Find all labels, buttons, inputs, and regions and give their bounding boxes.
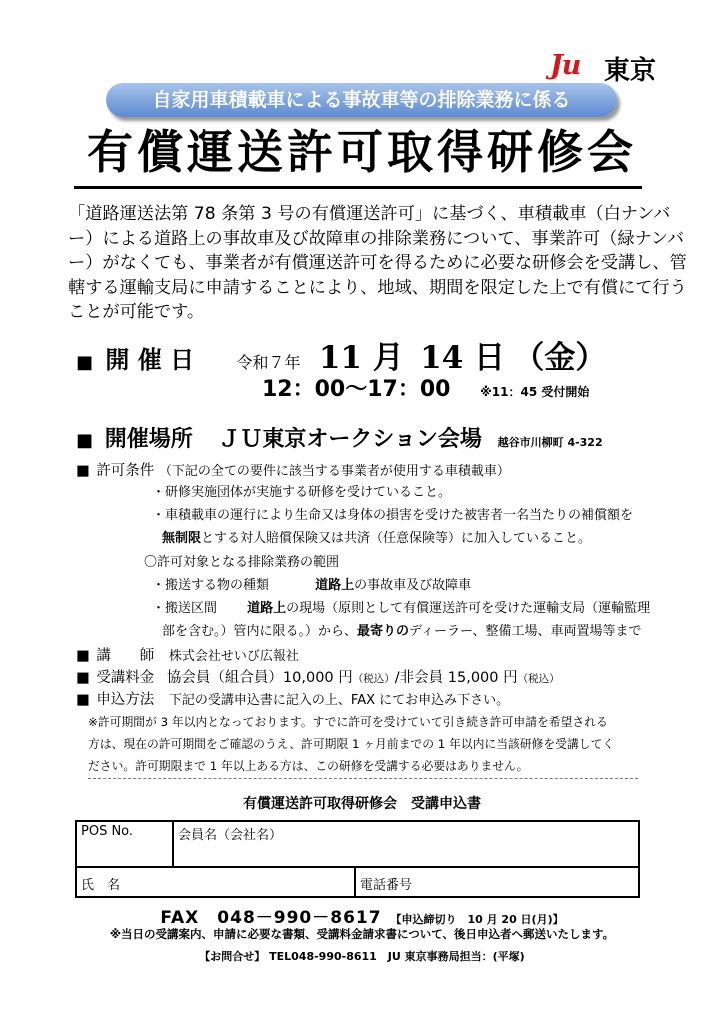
section2-b: ディーラー、整備工場、車両置場等まで bbox=[409, 624, 642, 639]
fax-deadline: 【申込締切り 10 月 20 日(月)】 bbox=[390, 913, 564, 926]
apply-notes bbox=[88, 711, 614, 777]
conditions-label: 許可条件 bbox=[96, 463, 155, 479]
event-time: 12：00～17：00 bbox=[262, 377, 451, 402]
logo-tokyo-text: 東京 bbox=[604, 56, 657, 86]
apply-note-2: 方は、現在の許可期間をご確認のうえ、許可期限 1 ヶ月前までの 1 年以内に当該研修を受講してく bbox=[88, 737, 615, 751]
section-rest: の現場（原則として有償運送許可を受けた運輸支局（運輸監理 bbox=[286, 601, 651, 616]
fee-nonmember: /非会員 15,000 円 bbox=[394, 670, 518, 686]
cut-line bbox=[88, 778, 638, 779]
lecturer-value: 株式会社せいび広報社 bbox=[168, 649, 299, 664]
venue-label: 開催場所 bbox=[104, 427, 193, 452]
condition-item-2: ・車積載車の運行により生命又は身体の損害を受けた被害者一名当たりの補償額を bbox=[152, 508, 634, 523]
bullet-square: ■ bbox=[76, 352, 94, 373]
fee-row bbox=[76, 666, 560, 687]
conditions-heading bbox=[76, 459, 510, 483]
bullet-square: ■ bbox=[76, 430, 94, 451]
condition-item-1: ・研修実施団体が実施する研修を受けていること。 bbox=[152, 485, 452, 500]
scope-section bbox=[152, 598, 650, 620]
apply-value: 下記の受講申込書に記入の上、FAX にてお申込み下さい。 bbox=[168, 693, 510, 708]
application-form bbox=[75, 820, 640, 898]
name-cell[interactable] bbox=[77, 868, 356, 896]
mail-notice: ※当日の受講案内、申請に必要な書類、受講料金請求書について、後日申込者へ郵送いたします。 bbox=[109, 927, 615, 941]
fax-number: FAX 048－990－8617 bbox=[160, 908, 382, 928]
fax-row bbox=[0, 903, 724, 928]
insurance-text: とする対人賠償保険又は共済（任意保険等）に加入していること。 bbox=[201, 531, 592, 546]
subtitle-text: 自家用車積載車による事故車等の排除業務に係る bbox=[152, 89, 571, 111]
venue-row bbox=[76, 422, 603, 453]
title-underline bbox=[74, 186, 642, 189]
nearest-bold: 最寄りの bbox=[357, 624, 410, 639]
name-label: 氏 名 bbox=[81, 878, 121, 893]
member-name-cell[interactable] bbox=[174, 822, 638, 868]
date-era: 令和７年 bbox=[236, 353, 301, 372]
date-row bbox=[76, 332, 606, 377]
section-label: ・搬送区間 bbox=[152, 601, 218, 616]
member-name-label: 会員名（会社名） bbox=[178, 828, 283, 843]
venue-address: 越谷市川柳町 4-322 bbox=[497, 436, 603, 449]
section-road-bold: 道路上 bbox=[247, 601, 287, 616]
contact-info: 【お問合せ】 TEL048-990-8611 JU 東京事務局担当：(平塚) bbox=[199, 950, 525, 963]
time-row bbox=[262, 372, 589, 403]
goods-label: ・搬送する物の種類 bbox=[152, 578, 270, 593]
conditions-note: （下記の全ての要件に該当する事業者が使用する車積載車） bbox=[158, 464, 510, 479]
date-label: 開 催 日 bbox=[105, 346, 195, 374]
apply-label: 申込方法 bbox=[96, 692, 155, 708]
bullet-square: ■ bbox=[76, 692, 90, 708]
goods-road-bold: 道路上 bbox=[315, 578, 355, 593]
apply-note-1: ※許可期間が 3 年以内となっております。すでに許可を受けていて引き続き許可申請を希望される bbox=[88, 715, 608, 729]
fee-member: 協会員（組合員）10,000 円 bbox=[166, 670, 353, 686]
venue-name: ＪＵ東京オークション会場 bbox=[218, 427, 482, 452]
logo-ju-mark: Ju bbox=[550, 50, 581, 81]
lecturer-label: 講 師 bbox=[96, 648, 155, 664]
phone-cell[interactable] bbox=[356, 868, 638, 896]
date-month: 11 月 bbox=[318, 340, 404, 376]
phone-label: 電話番号 bbox=[360, 878, 413, 893]
scope-title: 〇許可対象となる排除業務の範囲 bbox=[144, 555, 340, 570]
lecturer-row bbox=[76, 644, 299, 668]
bullet-square: ■ bbox=[76, 670, 90, 686]
pos-cell[interactable] bbox=[77, 822, 174, 868]
scope-section-cont bbox=[162, 621, 641, 643]
apply-row bbox=[76, 688, 509, 712]
intro-paragraph: 「道路運送法第 78 条第 3 号の有償運送許可」に基づく、車積載車（白ナンバー）による道路上の事故車及び故障車の排除業務について、事業許可（緑ナンバー）がなくても、事業者が有償運送許可を得るために必要な研修会を受講し、管轄する運輸支局に申請することにより、地域、期間を限定した上で有償にて行うことが可能です。 bbox=[68, 204, 687, 322]
condition-item-2-cont bbox=[162, 528, 591, 550]
section2-a: 部を含む。）管内に限る。）から、 bbox=[162, 624, 358, 639]
fee-tax-2: （税込） bbox=[517, 673, 560, 685]
scope-goods bbox=[152, 575, 471, 597]
fee-tax-1: （税込） bbox=[352, 673, 395, 685]
page-title: 有償運送許可取得研修会 bbox=[87, 125, 637, 179]
fee-label: 受講料金 bbox=[96, 670, 155, 686]
bullet-square: ■ bbox=[76, 648, 90, 664]
reception-note: ※11：45 受付開始 bbox=[480, 385, 590, 399]
bullet-square: ■ bbox=[76, 463, 90, 479]
pos-label: POS No. bbox=[81, 824, 134, 839]
form-title: 有償運送許可取得研修会 受講申込書 bbox=[243, 796, 481, 812]
apply-note-3: ださい。許可期限まで 1 年以上ある方は、この研修を受講する必要はありません。 bbox=[88, 759, 529, 773]
goods-rest: の事故車及び故障車 bbox=[354, 578, 472, 593]
date-day: 14 日 bbox=[420, 340, 506, 376]
date-weekday: （金） bbox=[513, 340, 607, 376]
unlimited-text: 無制限 bbox=[162, 531, 202, 546]
